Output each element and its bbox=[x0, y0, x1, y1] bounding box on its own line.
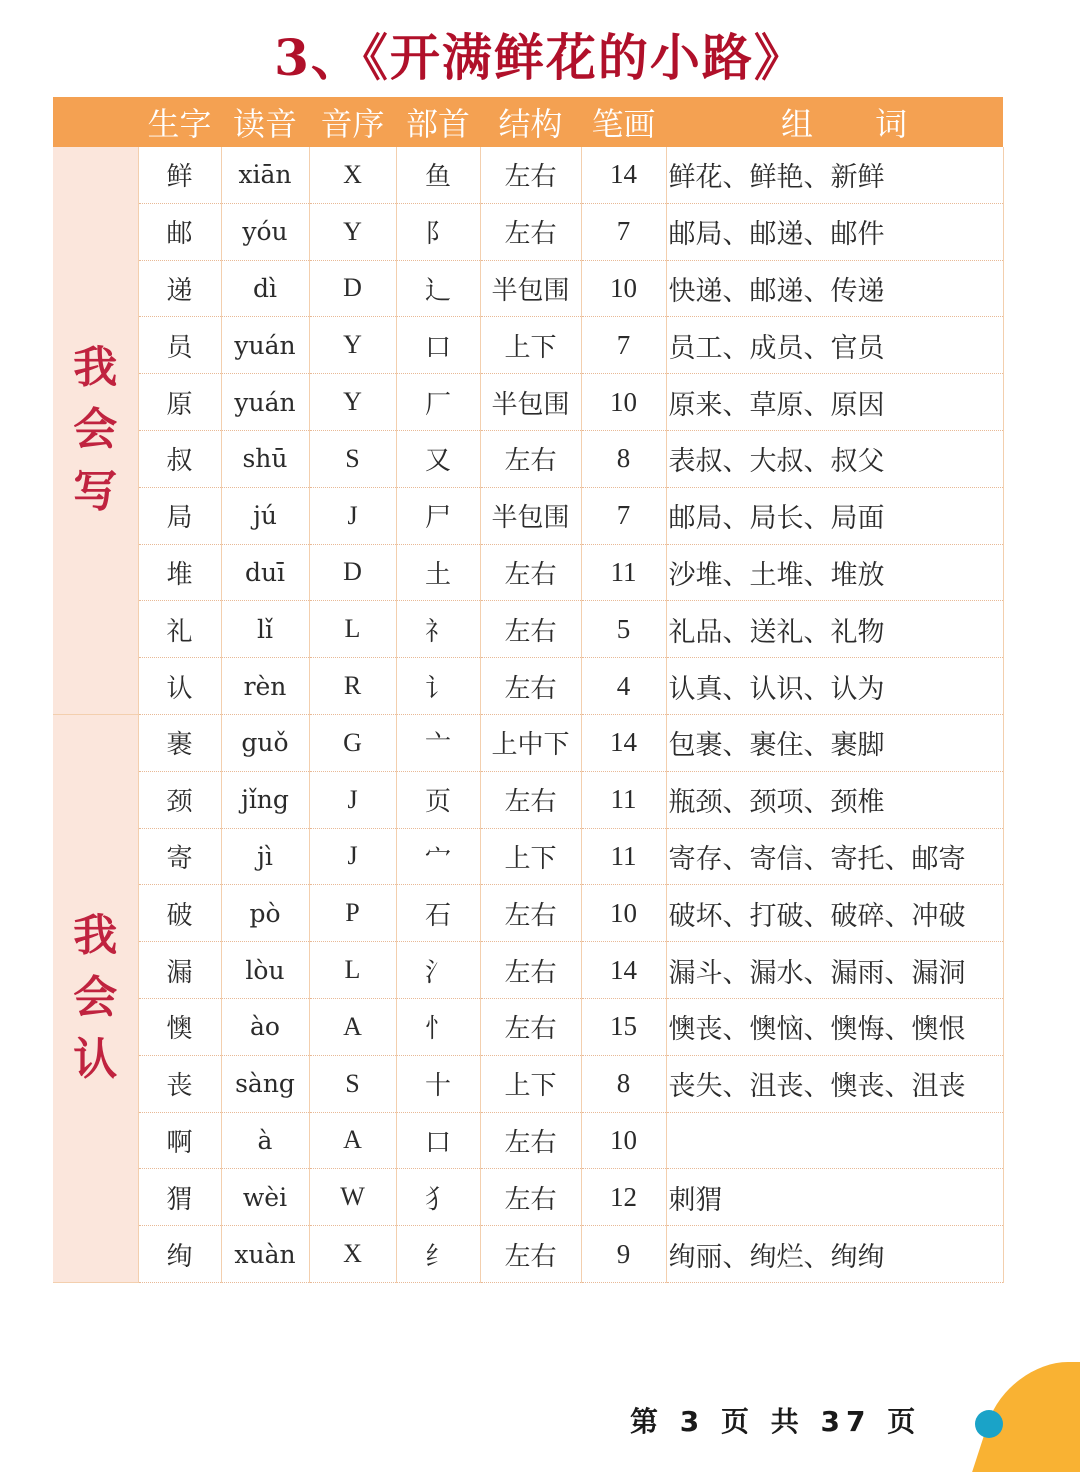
char-cell: 鲜 bbox=[138, 147, 221, 203]
group-char: 会 bbox=[73, 972, 118, 1024]
header-char: 生字 bbox=[138, 97, 221, 147]
char-cell: 裹 bbox=[138, 714, 221, 771]
strokes-cell: 12 bbox=[581, 1169, 666, 1226]
structure-cell: 上中下 bbox=[480, 714, 581, 771]
words-cell: 沙堆、土堆、堆放 bbox=[666, 544, 1003, 601]
table-row bbox=[53, 1055, 1003, 1112]
char-cell: 叔 bbox=[138, 430, 221, 487]
strokes-cell: 8 bbox=[581, 1055, 666, 1112]
page-title: 3、《开满鲜花的小路》 bbox=[274, 28, 806, 87]
table-row bbox=[53, 1169, 1003, 1226]
order-cell: J bbox=[309, 828, 396, 885]
order-cell: Y bbox=[309, 317, 396, 374]
table-row bbox=[53, 544, 1003, 601]
header-strokes: 笔画 bbox=[581, 97, 666, 147]
radical-cell: 纟 bbox=[396, 1226, 480, 1283]
radical-cell: 页 bbox=[396, 771, 480, 828]
table-row bbox=[53, 942, 1003, 999]
radical-cell: 厂 bbox=[396, 374, 480, 431]
pinyin-cell: jú bbox=[221, 487, 309, 544]
order-cell: D bbox=[309, 260, 396, 317]
char-cell: 原 bbox=[138, 374, 221, 431]
char-cell: 颈 bbox=[138, 771, 221, 828]
radical-cell: 宀 bbox=[396, 828, 480, 885]
char-cell: 猬 bbox=[138, 1169, 221, 1226]
structure-cell: 左右 bbox=[480, 1112, 581, 1169]
table-row bbox=[53, 487, 1003, 544]
strokes-cell: 14 bbox=[581, 942, 666, 999]
vocab-table bbox=[53, 97, 1004, 1283]
header-radical: 部首 bbox=[396, 97, 480, 147]
table-row bbox=[53, 430, 1003, 487]
table-row bbox=[53, 658, 1003, 715]
char-cell: 认 bbox=[138, 658, 221, 715]
structure-cell: 半包围 bbox=[480, 487, 581, 544]
order-cell: X bbox=[309, 147, 396, 203]
words-cell: 快递、邮递、传递 bbox=[666, 260, 1003, 317]
header-order: 音序 bbox=[309, 97, 396, 147]
structure-cell: 上下 bbox=[480, 1055, 581, 1112]
order-cell: A bbox=[309, 998, 396, 1055]
char-cell: 礼 bbox=[138, 601, 221, 658]
radical-cell: 忄 bbox=[396, 998, 480, 1055]
header-blank bbox=[53, 97, 138, 147]
char-cell: 递 bbox=[138, 260, 221, 317]
radical-cell: 辶 bbox=[396, 260, 480, 317]
structure-cell: 左右 bbox=[480, 1226, 581, 1283]
pinyin-cell: jì bbox=[221, 828, 309, 885]
char-cell: 堆 bbox=[138, 544, 221, 601]
page-number: 第 3 页 共 37 页 bbox=[630, 1405, 922, 1438]
char-cell: 员 bbox=[138, 317, 221, 374]
structure-cell: 左右 bbox=[480, 658, 581, 715]
order-cell: X bbox=[309, 1226, 396, 1283]
group-char: 我 bbox=[73, 910, 118, 962]
table-row bbox=[53, 1112, 1003, 1169]
header-words: 组 词 bbox=[666, 97, 1003, 147]
order-cell: S bbox=[309, 1055, 396, 1112]
strokes-cell: 7 bbox=[581, 203, 666, 260]
pinyin-cell: guǒ bbox=[221, 714, 309, 771]
table-row bbox=[53, 147, 1003, 203]
structure-cell: 左右 bbox=[480, 998, 581, 1055]
words-cell: 鲜花、鲜艳、新鲜 bbox=[666, 147, 1003, 203]
pinyin-cell: rèn bbox=[221, 658, 309, 715]
strokes-cell: 11 bbox=[581, 544, 666, 601]
radical-cell: 亠 bbox=[396, 714, 480, 771]
pinyin-cell: lòu bbox=[221, 942, 309, 999]
pinyin-cell: lǐ bbox=[221, 601, 309, 658]
header-structure: 结构 bbox=[480, 97, 581, 147]
structure-cell: 左右 bbox=[480, 885, 581, 942]
radical-cell: 口 bbox=[396, 1112, 480, 1169]
char-cell: 绚 bbox=[138, 1226, 221, 1283]
radical-cell: 十 bbox=[396, 1055, 480, 1112]
words-cell: 表叔、大叔、叔父 bbox=[666, 430, 1003, 487]
structure-cell: 上下 bbox=[480, 317, 581, 374]
group-char: 我 bbox=[73, 342, 118, 394]
strokes-cell: 8 bbox=[581, 430, 666, 487]
order-cell: R bbox=[309, 658, 396, 715]
pinyin-cell: wèi bbox=[221, 1169, 309, 1226]
table-row bbox=[53, 203, 1003, 260]
words-cell: 认真、认识、认为 bbox=[666, 658, 1003, 715]
group-char: 写 bbox=[73, 466, 118, 518]
words-cell: 礼品、送礼、礼物 bbox=[666, 601, 1003, 658]
radical-cell: 口 bbox=[396, 317, 480, 374]
pinyin-cell: shū bbox=[221, 430, 309, 487]
words-cell: 邮局、邮递、邮件 bbox=[666, 203, 1003, 260]
char-cell: 漏 bbox=[138, 942, 221, 999]
table-body bbox=[53, 147, 1003, 1282]
radical-cell: 尸 bbox=[396, 487, 480, 544]
pinyin-cell: à bbox=[221, 1112, 309, 1169]
char-cell: 寄 bbox=[138, 828, 221, 885]
radical-cell: 礻 bbox=[396, 601, 480, 658]
pinyin-cell: duī bbox=[221, 544, 309, 601]
strokes-cell: 14 bbox=[581, 147, 666, 203]
corner-dot bbox=[975, 1410, 1003, 1438]
pinyin-cell: ào bbox=[221, 998, 309, 1055]
strokes-cell: 11 bbox=[581, 771, 666, 828]
words-cell: 绚丽、绚烂、绚绚 bbox=[666, 1226, 1003, 1283]
order-cell: P bbox=[309, 885, 396, 942]
order-cell: J bbox=[309, 487, 396, 544]
words-cell: 瓶颈、颈项、颈椎 bbox=[666, 771, 1003, 828]
char-cell: 邮 bbox=[138, 203, 221, 260]
radical-cell: 氵 bbox=[396, 942, 480, 999]
words-cell: 刺猬 bbox=[666, 1169, 1003, 1226]
radical-cell: 讠 bbox=[396, 658, 480, 715]
table-row bbox=[53, 1226, 1003, 1283]
order-cell: G bbox=[309, 714, 396, 771]
char-cell: 懊 bbox=[138, 998, 221, 1055]
strokes-cell: 5 bbox=[581, 601, 666, 658]
table-header bbox=[53, 97, 1003, 147]
table-row bbox=[53, 998, 1003, 1055]
words-cell: 包裹、裹住、裹脚 bbox=[666, 714, 1003, 771]
group-char: 认 bbox=[73, 1034, 118, 1086]
structure-cell: 上下 bbox=[480, 828, 581, 885]
strokes-cell: 10 bbox=[581, 374, 666, 431]
char-cell: 丧 bbox=[138, 1055, 221, 1112]
radical-cell: 土 bbox=[396, 544, 480, 601]
table-row bbox=[53, 317, 1003, 374]
structure-cell: 半包围 bbox=[480, 374, 581, 431]
structure-cell: 左右 bbox=[480, 942, 581, 999]
order-cell: S bbox=[309, 430, 396, 487]
order-cell: L bbox=[309, 601, 396, 658]
order-cell: L bbox=[309, 942, 396, 999]
structure-cell: 左右 bbox=[480, 203, 581, 260]
char-cell: 啊 bbox=[138, 1112, 221, 1169]
char-cell: 破 bbox=[138, 885, 221, 942]
table-row bbox=[53, 601, 1003, 658]
pinyin-cell: pò bbox=[221, 885, 309, 942]
radical-cell: 阝 bbox=[396, 203, 480, 260]
strokes-cell: 10 bbox=[581, 885, 666, 942]
order-cell: D bbox=[309, 544, 396, 601]
structure-cell: 左右 bbox=[480, 601, 581, 658]
pinyin-cell: xiān bbox=[221, 147, 309, 203]
pinyin-cell: sàng bbox=[221, 1055, 309, 1112]
table-row bbox=[53, 714, 1003, 771]
radical-cell: 犭 bbox=[396, 1169, 480, 1226]
pinyin-cell: jǐng bbox=[221, 771, 309, 828]
pinyin-cell: xuàn bbox=[221, 1226, 309, 1283]
structure-cell: 左右 bbox=[480, 544, 581, 601]
order-cell: W bbox=[309, 1169, 396, 1226]
radical-cell: 又 bbox=[396, 430, 480, 487]
order-cell: J bbox=[309, 771, 396, 828]
order-cell: Y bbox=[309, 374, 396, 431]
table-row bbox=[53, 260, 1003, 317]
strokes-cell: 9 bbox=[581, 1226, 666, 1283]
structure-cell: 左右 bbox=[480, 430, 581, 487]
structure-cell: 半包围 bbox=[480, 260, 581, 317]
char-cell: 局 bbox=[138, 487, 221, 544]
words-cell: 漏斗、漏水、漏雨、漏洞 bbox=[666, 942, 1003, 999]
header-pinyin: 读音 bbox=[221, 97, 309, 147]
pinyin-cell: yóu bbox=[221, 203, 309, 260]
structure-cell: 左右 bbox=[480, 771, 581, 828]
radical-cell: 鱼 bbox=[396, 147, 480, 203]
words-cell bbox=[666, 1112, 1003, 1169]
strokes-cell: 4 bbox=[581, 658, 666, 715]
strokes-cell: 14 bbox=[581, 714, 666, 771]
radical-cell: 石 bbox=[396, 885, 480, 942]
strokes-cell: 15 bbox=[581, 998, 666, 1055]
words-cell: 原来、草原、原因 bbox=[666, 374, 1003, 431]
vocab-table-container bbox=[53, 97, 1003, 1283]
strokes-cell: 10 bbox=[581, 260, 666, 317]
strokes-cell: 11 bbox=[581, 828, 666, 885]
words-cell: 员工、成员、官员 bbox=[666, 317, 1003, 374]
words-cell: 破坏、打破、破碎、冲破 bbox=[666, 885, 1003, 942]
words-cell: 丧失、沮丧、懊丧、沮丧 bbox=[666, 1055, 1003, 1112]
order-cell: A bbox=[309, 1112, 396, 1169]
table-row bbox=[53, 828, 1003, 885]
table-row bbox=[53, 374, 1003, 431]
group-char: 会 bbox=[73, 404, 118, 456]
strokes-cell: 7 bbox=[581, 317, 666, 374]
pinyin-cell: dì bbox=[221, 260, 309, 317]
words-cell: 邮局、局长、局面 bbox=[666, 487, 1003, 544]
table-row bbox=[53, 771, 1003, 828]
structure-cell: 左右 bbox=[480, 1169, 581, 1226]
strokes-cell: 7 bbox=[581, 487, 666, 544]
order-cell: Y bbox=[309, 203, 396, 260]
group-label-write bbox=[53, 147, 138, 714]
structure-cell: 左右 bbox=[480, 147, 581, 203]
pinyin-cell: yuán bbox=[221, 317, 309, 374]
pinyin-cell: yuán bbox=[221, 374, 309, 431]
strokes-cell: 10 bbox=[581, 1112, 666, 1169]
words-cell: 寄存、寄信、寄托、邮寄 bbox=[666, 828, 1003, 885]
table-row bbox=[53, 885, 1003, 942]
words-cell: 懊丧、懊恼、懊悔、懊恨 bbox=[666, 998, 1003, 1055]
group-label-recognize bbox=[53, 714, 138, 1282]
